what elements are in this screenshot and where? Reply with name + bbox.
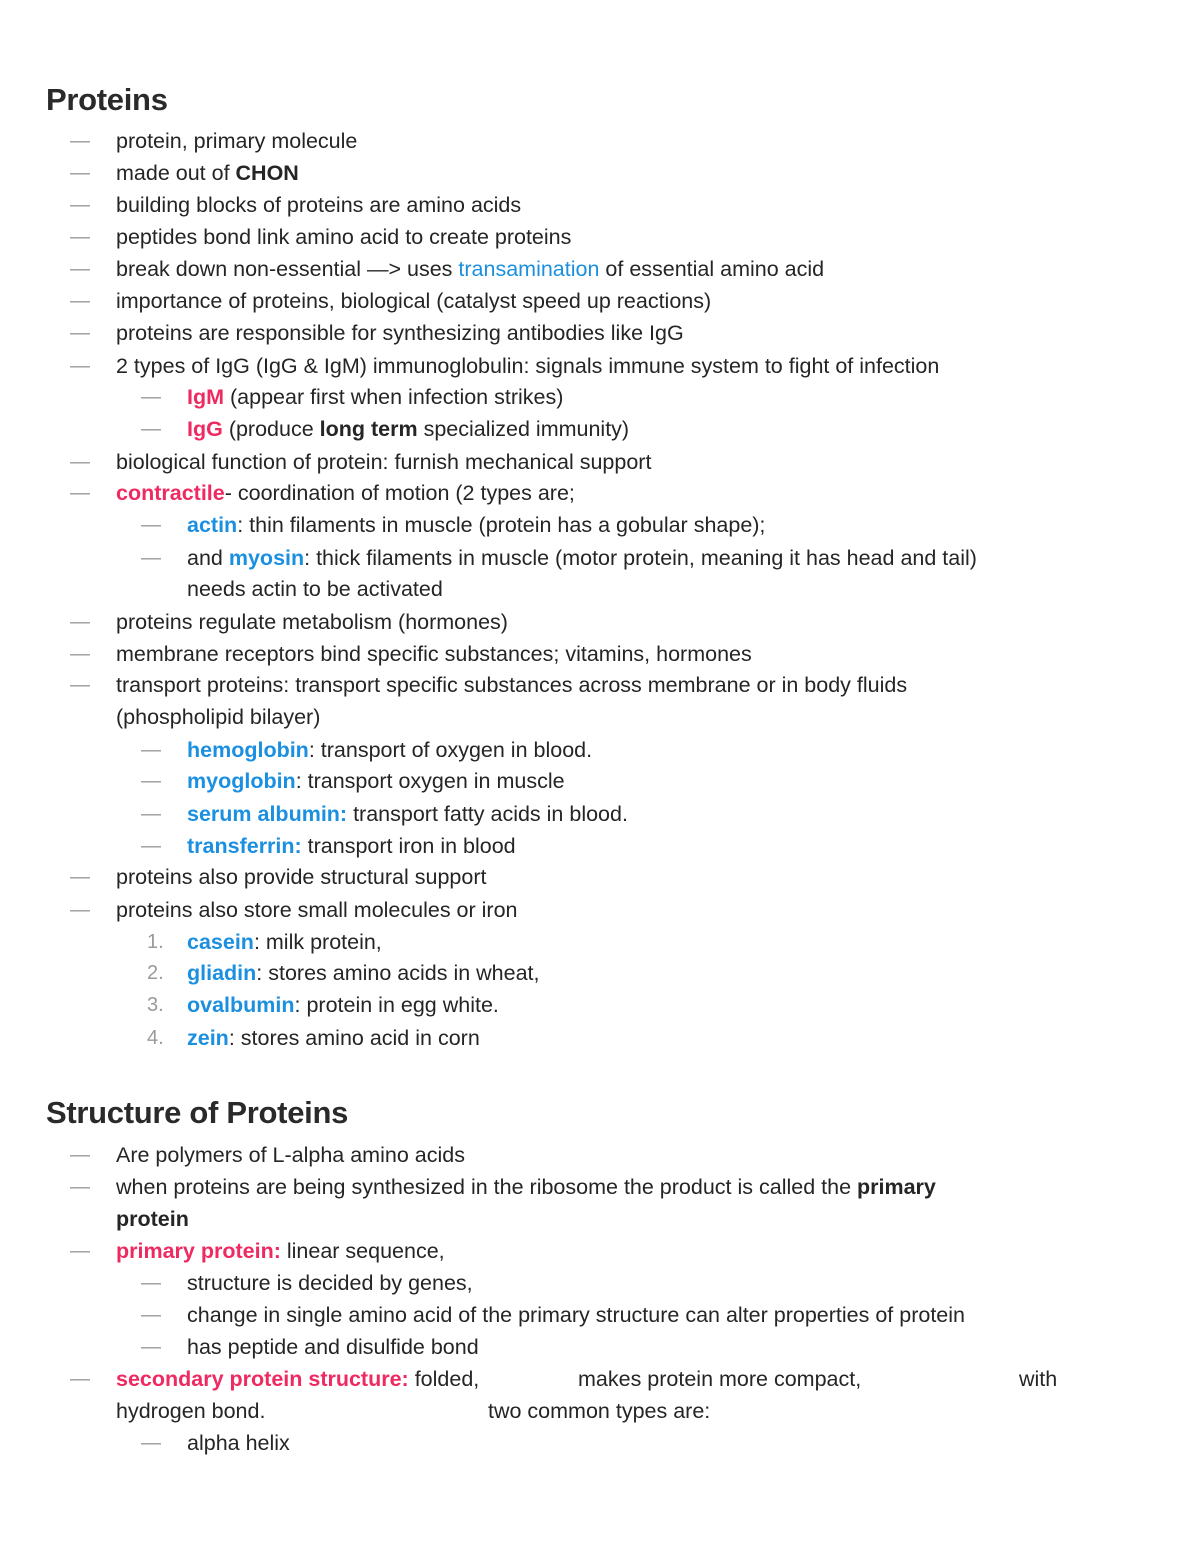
list-item: 2 types of IgG (IgG & IgM) immunoglobulin: signals immune system to fight of infection (116, 354, 940, 378)
actin-term: actin (187, 513, 238, 537)
bullet-dash: — (70, 451, 90, 473)
chon-term: CHON (235, 161, 299, 185)
bullet-dash: — (70, 226, 90, 248)
bullet-dash: — (141, 739, 161, 761)
list-item: serum albumin: transport fatty acids in blood. (187, 802, 628, 826)
bullet-dash: — (141, 770, 161, 792)
gliadin-term: gliadin (187, 961, 257, 985)
zein-term: zein (187, 1026, 229, 1050)
bullet-dash: — (141, 418, 161, 440)
list-item: actin: thin filaments in muscle (protein has a gobular shape); (187, 513, 766, 537)
bullet-dash: — (141, 547, 161, 569)
list-item: change in single amino acid of the primary structure can alter properties of protein (187, 1303, 965, 1327)
list-item: transferrin: transport iron in blood (187, 834, 516, 858)
list-item-continuation: (phospholipid bilayer) (116, 705, 321, 729)
bullet-dash: — (70, 611, 90, 633)
list-item-continuation: protein (116, 1207, 189, 1231)
bullet-dash: — (141, 1272, 161, 1294)
list-number: 4. (147, 1027, 164, 1049)
bullet-dash: — (70, 258, 90, 280)
bullet-dash: — (70, 643, 90, 665)
list-number: 3. (147, 994, 164, 1016)
list-item: made out of CHON (116, 161, 299, 185)
bullet-dash: — (70, 322, 90, 344)
bullet-dash: — (141, 386, 161, 408)
bullet-dash: — (141, 514, 161, 536)
numbered-item: ovalbumin: protein in egg white. (187, 993, 499, 1017)
bullet-dash: — (70, 899, 90, 921)
list-item: proteins regulate metabolism (hormones) (116, 610, 508, 634)
list-item: primary protein: linear sequence, (116, 1239, 445, 1263)
list-number: 2. (147, 962, 164, 984)
list-item: hemoglobin: transport of oxygen in blood. (187, 738, 593, 762)
list-item: importance of proteins, biological (catalyst speed up reactions) (116, 289, 712, 313)
bullet-dash: — (70, 130, 90, 152)
list-item-fragment: two common types are: (488, 1399, 711, 1423)
list-item: alpha helix (187, 1431, 290, 1455)
list-item-continuation: needs actin to be activated (187, 577, 443, 601)
bullet-dash: — (70, 162, 90, 184)
list-item: secondary protein structure: folded, (116, 1367, 480, 1391)
list-item: membrane receptors bind specific substances; vitamins, hormones (116, 642, 752, 666)
list-item: break down non-essential —> uses transamination of essential amino acid (116, 257, 825, 281)
bullet-dash: — (141, 835, 161, 857)
bullet-dash: — (70, 1176, 90, 1198)
list-item-fragment: makes protein more compact, (578, 1367, 862, 1391)
list-item: proteins are responsible for synthesizing antibodies like IgG (116, 321, 684, 345)
bullet-dash: — (70, 1144, 90, 1166)
list-item: Are polymers of L-alpha amino acids (116, 1143, 465, 1167)
myosin-term: myosin (228, 546, 305, 570)
list-item: IgM (appear first when infection strikes) (187, 385, 564, 409)
list-item-continuation: hydrogen bond. (116, 1399, 266, 1423)
list-item: proteins also store small molecules or iron (116, 898, 518, 922)
bullet-dash: — (70, 1368, 90, 1390)
list-item-fragment: with (1019, 1367, 1058, 1391)
list-item: biological function of protein: furnish mechanical support (116, 450, 652, 474)
bullet-dash: — (141, 803, 161, 825)
list-item: has peptide and disulfide bond (187, 1335, 479, 1359)
bullet-dash: — (141, 1336, 161, 1358)
list-item: IgG (produce long term specialized immunity) (187, 417, 630, 441)
bullet-dash: — (70, 482, 90, 504)
secondary-structure-term: secondary protein structure: (116, 1367, 409, 1391)
bullet-dash: — (141, 1432, 161, 1454)
bullet-dash: — (141, 1304, 161, 1326)
list-item: transport proteins: transport specific substances across membrane or in body fluids (116, 673, 908, 697)
bullet-dash: — (70, 290, 90, 312)
list-item: contractile- coordination of motion (2 types are; (116, 481, 575, 505)
list-item: peptides bond link amino acid to create proteins (116, 225, 572, 249)
section-title-structure: Structure of Proteins (46, 1095, 349, 1130)
transamination-term: transamination (458, 257, 600, 281)
list-item: myoglobin: transport oxygen in muscle (187, 769, 565, 793)
bullet-dash: — (70, 866, 90, 888)
list-item: structure is decided by genes, (187, 1271, 473, 1295)
primary-protein-term: primary protein: (116, 1239, 281, 1263)
list-item: building blocks of proteins are amino acids (116, 193, 522, 217)
hemoglobin-term: hemoglobin (187, 738, 309, 762)
list-item: when proteins are being synthesized in the ribosome the product is called the primary (116, 1175, 936, 1199)
list-item: and myosin: thick filaments in muscle (motor protein, meaning it has head and tail) (187, 546, 977, 570)
list-item: proteins also provide structural support (116, 865, 487, 889)
contractile-term: contractile (116, 481, 225, 505)
numbered-item: gliadin: stores amino acids in wheat, (187, 961, 540, 985)
myoglobin-term: myoglobin (187, 769, 296, 793)
igm-term: IgM (187, 385, 225, 409)
bullet-dash: — (70, 674, 90, 696)
numbered-item: zein: stores amino acid in corn (187, 1026, 480, 1050)
list-item: protein, primary molecule (116, 129, 358, 153)
numbered-item: casein: milk protein, (187, 930, 382, 954)
bullet-dash: — (70, 194, 90, 216)
casein-term: casein (187, 930, 254, 954)
bullet-dash: — (70, 355, 90, 377)
section-title-proteins: Proteins (46, 82, 168, 117)
igg-term: IgG (187, 417, 223, 441)
transferrin-term: transferrin: (187, 834, 302, 858)
serum-albumin-term: serum albumin: (187, 802, 348, 826)
ovalbumin-term: ovalbumin (187, 993, 295, 1017)
list-number: 1. (147, 931, 164, 953)
bullet-dash: — (70, 1240, 90, 1262)
